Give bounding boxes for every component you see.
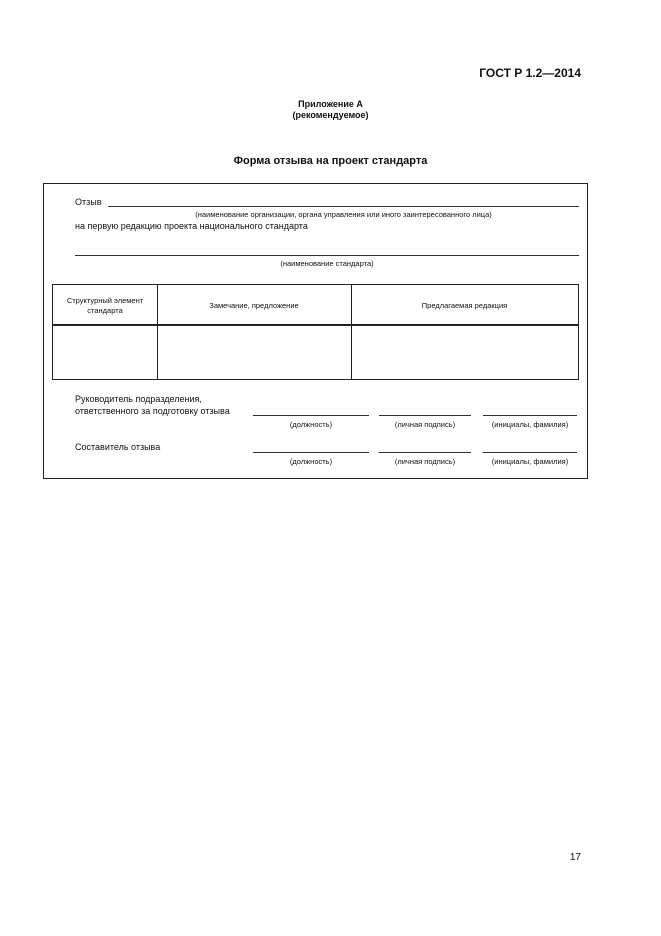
draft-text: на первую редакцию проекта национального стандарта: [75, 221, 308, 231]
table-header-structural-element: Структурный элемент стандарта: [66, 295, 144, 315]
form-title: Форма отзыва на проект стандарта: [233, 155, 428, 167]
organization-caption: (наименование организации, органа управления или иного заинтересованного лица): [195, 210, 492, 219]
head-label-line2: ответственного за подготовку отзыва: [75, 406, 230, 416]
compiler-signature-caption: (личная подпись): [394, 457, 456, 466]
appendix-subtitle: (рекомендуемое): [292, 110, 369, 120]
head-signature-line: [379, 415, 471, 416]
compiler-position-caption: (должность): [289, 457, 333, 466]
compiler-position-line: [253, 452, 369, 453]
document-code: ГОСТ Р 1.2—2014: [479, 66, 581, 80]
head-name-line: [483, 415, 577, 416]
appendix-title: Приложение А: [298, 99, 363, 109]
compiler-name-caption: (инициалы, фамилия): [491, 457, 569, 466]
organization-line: [108, 206, 579, 207]
page-number: 17: [569, 852, 581, 863]
standard-caption: (наименование стандарта): [280, 259, 374, 268]
comments-table: [52, 284, 579, 380]
head-position-caption: (должность): [289, 420, 333, 429]
head-label-line1: Руководитель подразделения,: [75, 394, 202, 404]
head-position-line: [253, 415, 369, 416]
head-name-caption: (инициалы, фамилия): [491, 420, 569, 429]
standard-name-line: [75, 255, 579, 256]
table-header-proposed-edit: Предлагаемая редакция: [421, 300, 508, 310]
compiler-signature-line: [379, 452, 471, 453]
table-header-comment: Замечание, предложение: [209, 300, 299, 310]
review-label: Отзыв: [75, 197, 102, 207]
head-signature-caption: (личная подпись): [394, 420, 456, 429]
compiler-label: Составитель отзыва: [75, 442, 161, 452]
compiler-name-line: [483, 452, 577, 453]
